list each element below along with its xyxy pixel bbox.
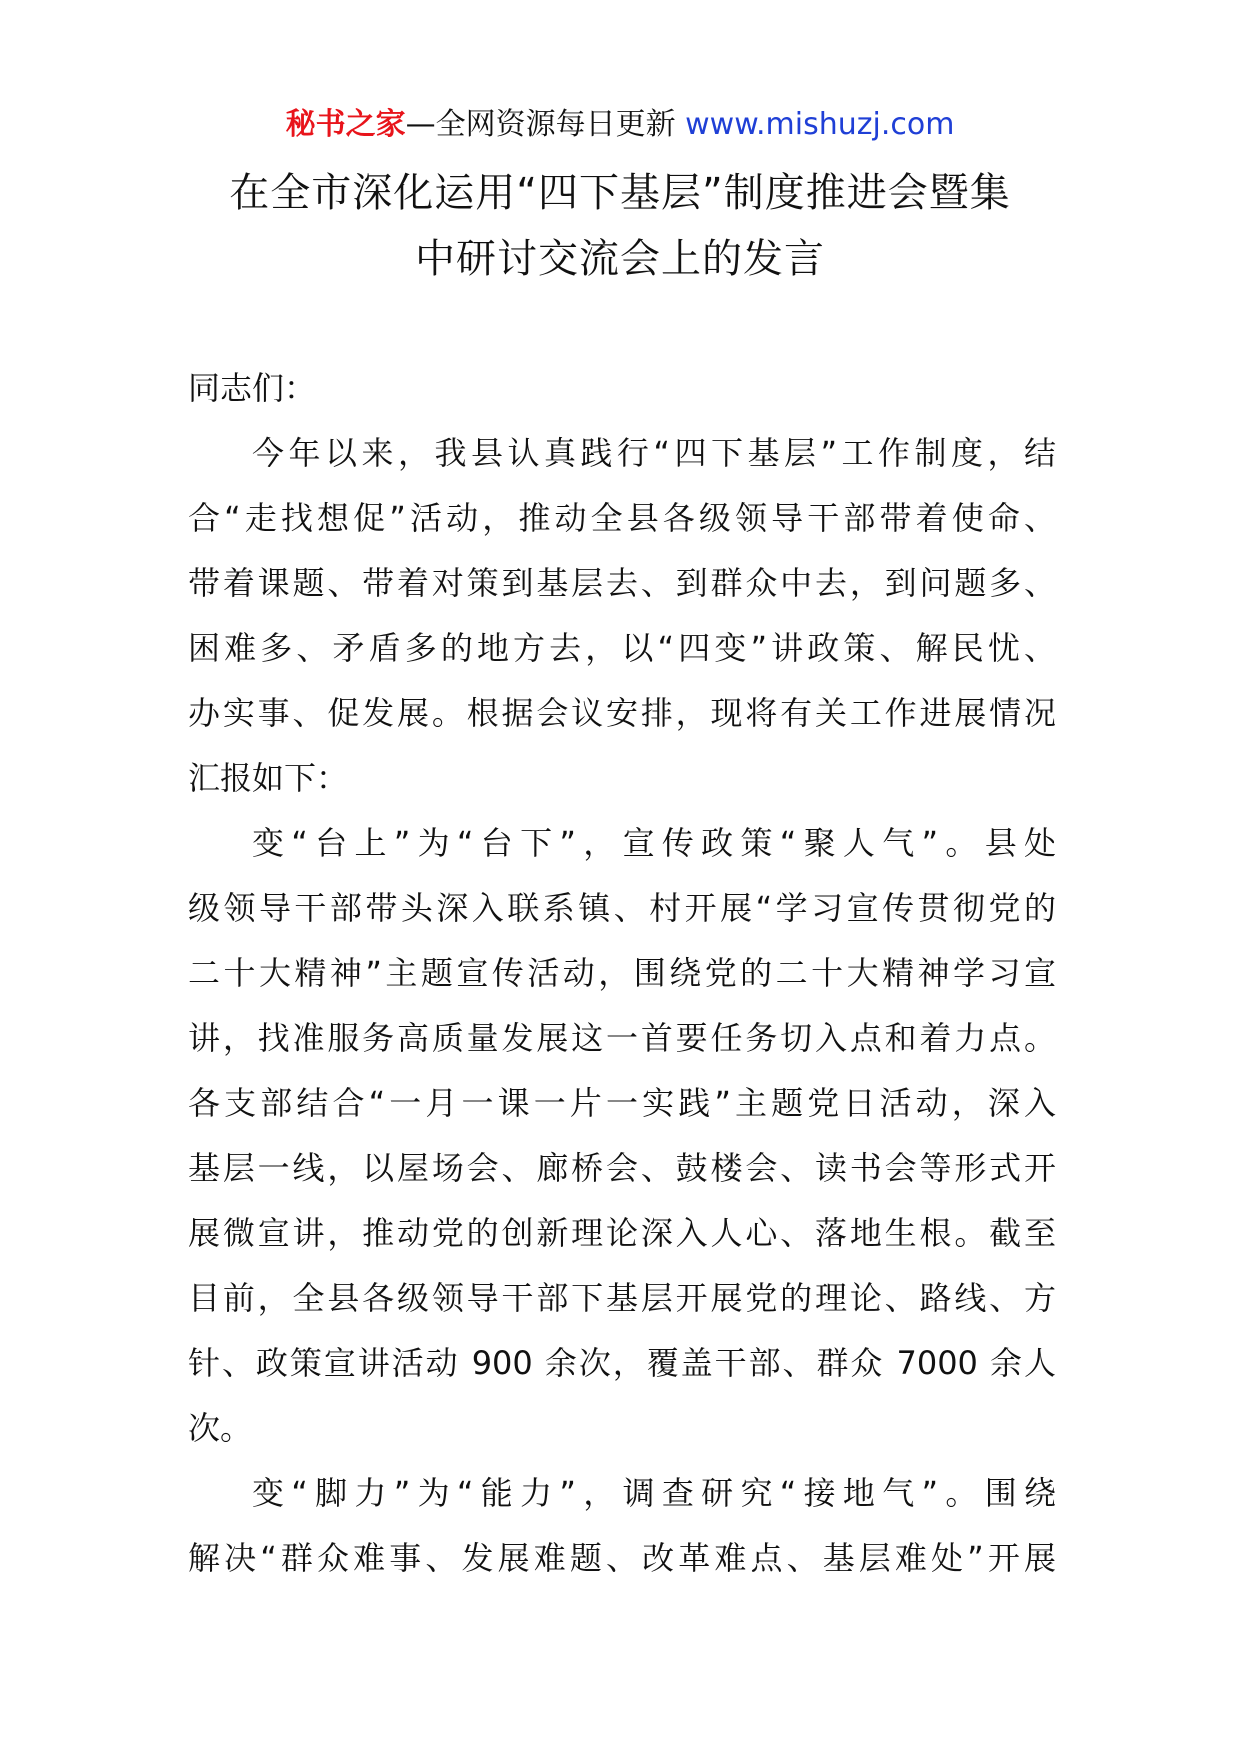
brand-name: 秘书之家 <box>285 107 406 142</box>
paragraph-line: 今年以来，我县认真践行“四下基层”工作制度，结 <box>252 434 1056 472</box>
salutation: 同志们： <box>188 369 317 407</box>
paragraph-line: 变“台上”为“台下”，宣传政策“聚人气”。县处 <box>252 824 1056 862</box>
paragraph <box>188 811 1056 1461</box>
paragraph-line: 基层一线，以屋场会、廊桥会、鼓楼会、读书会等形式开 <box>188 1149 1056 1187</box>
title-line: 中研讨交流会上的发言 <box>415 236 825 282</box>
paragraph-line: 展微宣讲，推动党的创新理论深入人心、落地生根。截至 <box>188 1214 1056 1252</box>
document-title <box>180 160 1060 292</box>
site-url-link[interactable]: www.mishuzj.com <box>685 107 955 142</box>
paragraph-line: 困难多、矛盾多的地方去，以“四变”讲政策、解民忧、 <box>188 629 1056 667</box>
paragraph-line: 针、政策宣讲活动 900 余次，覆盖干部、群众 7000 余人 <box>188 1344 1056 1382</box>
title-line: 在全市深化运用“四下基层”制度推进会暨集 <box>229 170 1011 216</box>
paragraph-line: 带着课题、带着对策到基层去、到群众中去，到问题多、 <box>188 564 1056 602</box>
paragraph-line: 讲，找准服务高质量发展这一首要任务切入点和着力点。 <box>188 1019 1056 1057</box>
paragraph-line: 次。 <box>188 1409 253 1447</box>
document-body <box>188 356 1056 1591</box>
paragraph-line: 合“走找想促”活动，推动全县各级领导干部带着使命、 <box>188 499 1056 537</box>
paragraph-line: 变“脚力”为“能力”，调查研究“接地气”。围绕 <box>252 1474 1056 1512</box>
paragraph-line: 各支部结合“一月一课一片一实践”主题党日活动，深入 <box>188 1084 1056 1122</box>
paragraph-line: 解决“群众难事、发展难题、改革难点、基层难处”开展 <box>188 1539 1056 1577</box>
paragraph <box>188 421 1056 811</box>
paragraph <box>188 1461 1056 1591</box>
site-header <box>0 100 1240 150</box>
paragraph-line: 汇报如下： <box>188 759 349 797</box>
paragraph-line: 目前，全县各级领导干部下基层开展党的理论、路线、方 <box>188 1279 1056 1317</box>
header-tagline: —全网资源每日更新 <box>405 107 686 142</box>
paragraph-line: 办实事、促发展。根据会议安排，现将有关工作进展情况 <box>188 694 1056 732</box>
paragraph-line: 级领导干部带头深入联系镇、村开展“学习宣传贯彻党的 <box>188 889 1056 927</box>
paragraph-line: 二十大精神”主题宣传活动，围绕党的二十大精神学习宣 <box>188 954 1056 992</box>
